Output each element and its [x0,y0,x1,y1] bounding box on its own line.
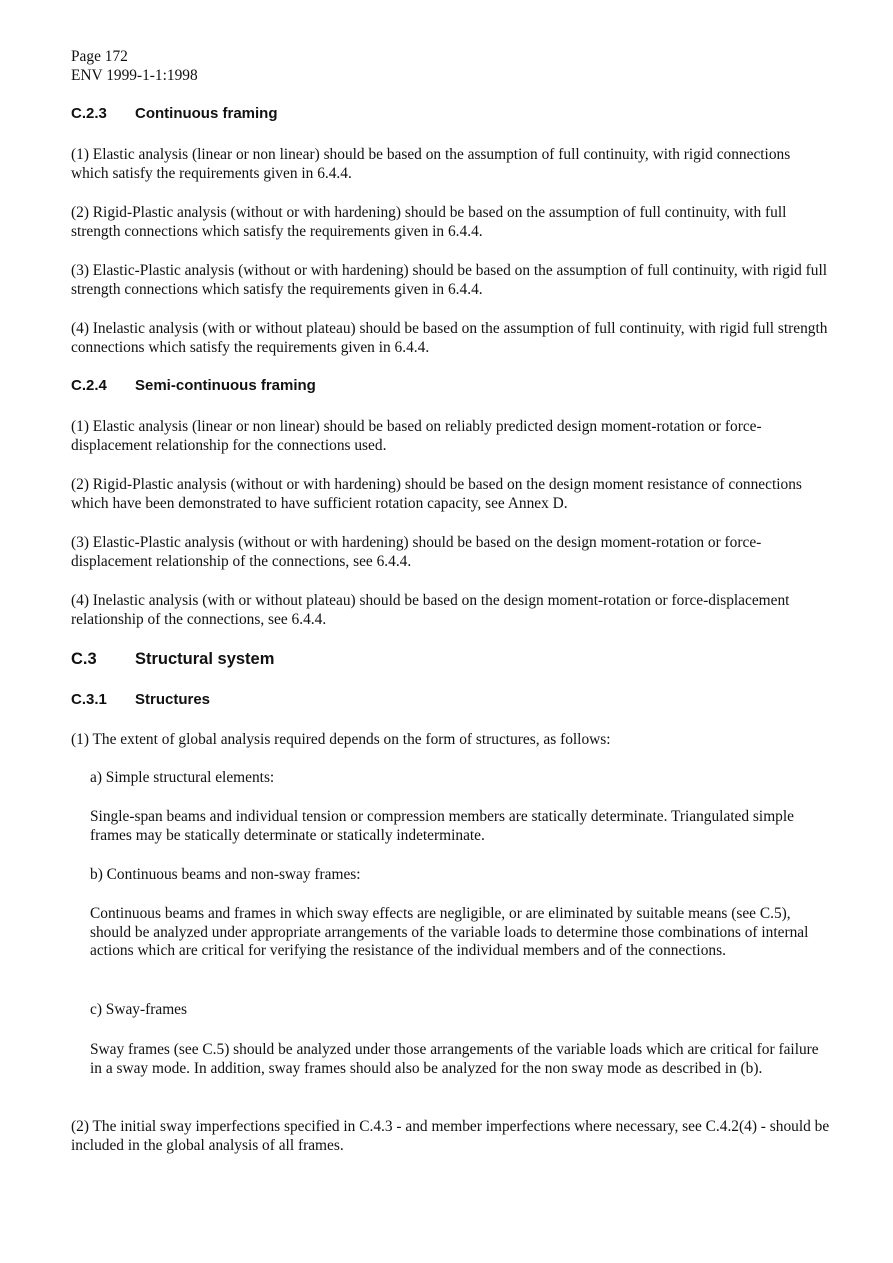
list-item-text: Continuous beams and frames in which sway effects are negligible, or are eliminated by suitable means (see C.5), should be analyzed under appropriate arrangements of the variable loads to determine those combinations of internal actions which are critical for verifying the resistance of the individual members and of the connections. [90,905,809,959]
paragraph: (1) Elastic analysis (linear or non linear) should be based on reliably predicted design moment-rotation or force-displacement relationship for the connections used. [71,418,762,454]
paragraph: (2) Rigid-Plastic analysis (without or with hardening) should be based on the assumption of full continuity, with full strength connections which satisfy the requirements given in 6.4.4. [71,204,787,240]
paragraph: (1) The extent of global analysis required depends on the form of structures, as follows: [71,731,611,748]
section-number: C.2.4 [71,377,107,394]
section-title: Continuous framing [135,105,278,122]
section-heading-c3 [71,650,274,669]
list-item-text: Sway frames (see C.5) should be analyzed under those arrangements of the variable loads which are critical for failure in a sway mode. In addition, sway frames should also be analyzed for the non sway mode as described in (b). [90,1041,819,1077]
page-number: Page 172 [71,48,128,65]
section-number: C.3 [71,650,97,668]
section-heading-c223 [71,105,278,124]
list-item-heading: b) Continuous beams and non-sway frames: [90,866,361,883]
paragraph: (4) Inelastic analysis (with or without plateau) should be based on the design moment-rotation or force-displacement relationship of the connections, see 6.4.4. [71,592,790,628]
section-number: C.2.3 [71,105,107,122]
section-title: Structural system [135,650,275,668]
paragraph: (3) Elastic-Plastic analysis (without or with hardening) should be based on the assumption of full continuity, with rigid full strength connections which satisfy the requirements given in 6.4.4. [71,262,828,298]
page-header [71,48,198,86]
section-number: C.3.1 [71,691,107,708]
paragraph: (3) Elastic-Plastic analysis (without or with hardening) should be based on the design moment-rotation or force-displacement relationship of the connections, see 6.4.4. [71,534,762,570]
section-heading-c31 [71,691,210,710]
section-title: Structures [135,691,211,708]
list-item-heading: a) Simple structural elements: [90,769,275,786]
document-code: ENV 1999-1-1:1998 [71,67,198,84]
paragraph: (2) The initial sway imperfections specified in C.4.3 - and member imperfections where necessary, see C.4.2(4) - should be included in the global analysis of all frames. [71,1118,830,1154]
paragraph: (1) Elastic analysis (linear or non linear) should be based on the assumption of full continuity, with rigid connections which satisfy the requirements given in 6.4.4. [71,146,791,182]
section-heading-c224 [71,377,316,396]
list-item-heading: c) Sway-frames [90,1001,188,1018]
section-title: Semi-continuous framing [135,377,316,394]
paragraph: (4) Inelastic analysis (with or without plateau) should be based on the assumption of full continuity, with rigid full strength connections which satisfy the requirements given in 6.4.4. [71,320,828,356]
paragraph: (2) Rigid-Plastic analysis (without or with hardening) should be based on the design moment resistance of connections which have been demonstrated to have sufficient rotation capacity, see Annex D. [71,476,802,512]
list-item-text: Single-span beams and individual tension or compression members are statically determinate. Triangulated simple frames may be statically determinate or statically indeterminate. [90,808,794,844]
